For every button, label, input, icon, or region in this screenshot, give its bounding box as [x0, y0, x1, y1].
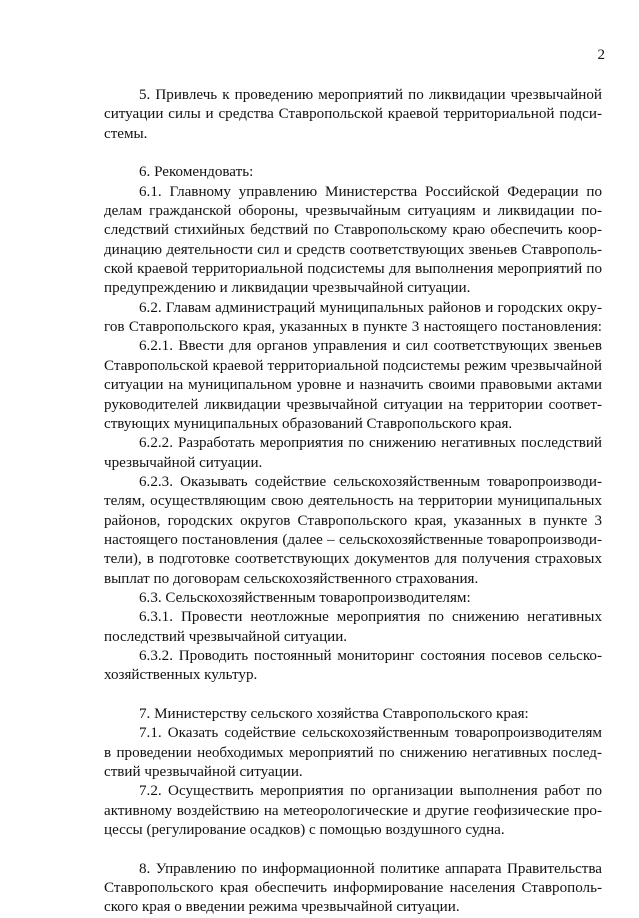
paragraph-gap — [104, 840, 602, 859]
text-line: Ставропольского края обеспечить информирование населения Ставрополь- — [104, 880, 602, 897]
text-line: активному воздействию на метеорологические и другие геофизические про- — [104, 802, 602, 819]
text-line: ствий чрезвычайной ситуации. — [104, 764, 303, 781]
text-line: 6.2. Главам администраций муниципальных районов и городских окру- — [139, 299, 602, 316]
text-line: динацию деятельности сил и средств соответствующих звеньев Ставрополь- — [104, 241, 602, 258]
text-line: в проведении необходимых мероприятий по снижению негативных послед- — [104, 744, 602, 761]
text-line: 7. Министерству сельского хозяйства Ставропольского края: — [139, 706, 529, 722]
text-line: предупреждению и ликвидации чрезвычайной ситуации. — [104, 280, 471, 297]
text-line: 8. Управлению по информационной политике аппарата Правительства — [139, 860, 602, 877]
text-line: чрезвычайной ситуации. — [104, 454, 263, 471]
text-line: ского края о введении режима чрезвычайной ситуации. — [104, 899, 460, 916]
text-line: руководителей ликвидации чрезвычайной ситуации на территории соответ- — [104, 396, 602, 413]
text-line: настоящего постановления (далее – сельскохозяйственные товаропроизводи- — [104, 531, 602, 548]
text-line: ствующих муниципальных образований Ставропольского края. — [104, 415, 513, 432]
text-line: 6.3.1. Провести неотложные мероприятия по снижению негативных — [139, 609, 602, 626]
paragraph-gap — [104, 144, 602, 163]
text-line: последствий чрезвычайной ситуации. — [104, 628, 348, 645]
text-line: районов, городских округов Ставропольского края, указанных в пункте 3 — [104, 512, 602, 529]
text-line: 6.1. Главному управлению Министерства Российской Федерации по — [139, 183, 602, 200]
text-line: следствий стихийных бедствий по Ставропольскому краю обеспечить коор- — [104, 222, 602, 239]
paragraph-gap — [104, 686, 602, 705]
text-line: 6.3. Сельскохозяйственным товаропроизводителям: — [139, 589, 471, 606]
text-line: 6.3.2. Проводить постоянный мониторинг состояния посевов сельско- — [139, 647, 602, 664]
text-line: 6.2.1. Ввести для органов управления и сил соответствующих звеньев — [139, 338, 602, 355]
page-number: 2 — [597, 47, 605, 63]
text-line: тели), в подготовке соответствующих документов для получения страховых — [104, 551, 602, 568]
text-line: ситуации на муниципальном уровне и назначить своими правовыми актами — [104, 377, 602, 394]
text-line: телям, осуществляющим свою деятельность на территории муниципальных — [104, 493, 602, 510]
text-line: 5. Привлечь к проведению мероприятий по ликвидации чрезвычайной — [139, 87, 602, 103]
text-line: Ставропольской краевой территориальной подсистемы режим чрезвычайной — [104, 357, 602, 374]
document-body — [104, 86, 602, 918]
text-line: выплат по договорам сельскохозяйственного страхования. — [104, 570, 479, 587]
text-line: хозяйственных культур. — [104, 667, 258, 684]
text-line: ской краевой территориальной подсистемы для выполнения мероприятий по — [104, 261, 602, 278]
text-line: цессы (регулирование осадков) с помощью воздушного судна. — [104, 822, 505, 839]
text-line: 7.2. Осуществить мероприятия по организации выполнения работ по — [139, 783, 602, 800]
text-line: гов Ставропольского края, указанных в пункте 3 настоящего постановления: — [104, 319, 602, 336]
text-line: 6. Рекомендовать: — [139, 164, 254, 181]
text-line: ситуации силы и средства Ставропольской краевой территориальной подси- — [104, 106, 602, 123]
text-line: делам гражданской обороны, чрезвычайным ситуациям и ликвидации по- — [104, 203, 602, 220]
text-line: 6.2.3. Оказывать содействие сельскохозяйственным товаропроизводи- — [139, 473, 602, 490]
text-line: стемы. — [104, 125, 148, 142]
text-line: 7.1. Оказать содействие сельскохозяйственным товаропроизводителям — [139, 725, 602, 742]
text-line: 6.2.2. Разработать мероприятия по снижению негативных последствий — [139, 435, 602, 452]
